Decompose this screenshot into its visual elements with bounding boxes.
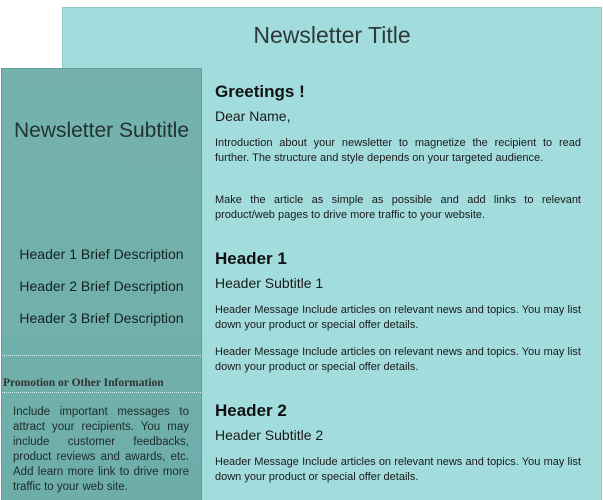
sidebar [1, 68, 202, 500]
newsletter-title: Newsletter Title [253, 22, 411, 48]
section-message: Header Message Include articles on relevant news and topics. You may list down your product or special offer details. [215, 304, 581, 331]
promo-text: Include important messages to attract your recipients. You may include customer feedbacks, product reviews and awards, etc. Add learn more link to drive more traffic to your web site. [13, 406, 189, 493]
section-heading-1: Header 1 [215, 249, 287, 268]
divider [2, 392, 201, 393]
sidebar-link-header-1[interactable]: Header 1 Brief Description [19, 246, 184, 262]
greeting-salutation: Dear Name, [215, 108, 291, 124]
section-message: Header Message Include articles on relevant news and topics. You may list down your product or special offer details. [215, 456, 581, 483]
newsletter-subtitle: Newsletter Subtitle [13, 119, 190, 142]
promo-title: Promotion or Other Information [3, 377, 164, 389]
greeting-article: Make the article as simple as possible and add links to relevant product/web pages to drive more traffic to your website. [215, 194, 581, 221]
section-message: Header Message Include articles on relevant news and topics. You may list down your product or special offer details. [215, 346, 581, 373]
section-heading-2: Header 2 [215, 401, 287, 420]
sidebar-link-header-3[interactable]: Header 3 Brief Description [19, 310, 184, 326]
greeting-intro: Introduction about your newsletter to magnetize the recipient to read further. The structure and style depends on your targeted audience. [215, 137, 581, 164]
section-subtitle-2: Header Subtitle 2 [215, 427, 324, 443]
section-subtitle-1: Header Subtitle 1 [215, 275, 324, 291]
greeting-heading: Greetings ! [215, 82, 305, 101]
divider [2, 355, 201, 356]
sidebar-link-header-2[interactable]: Header 2 Brief Description [19, 278, 184, 294]
